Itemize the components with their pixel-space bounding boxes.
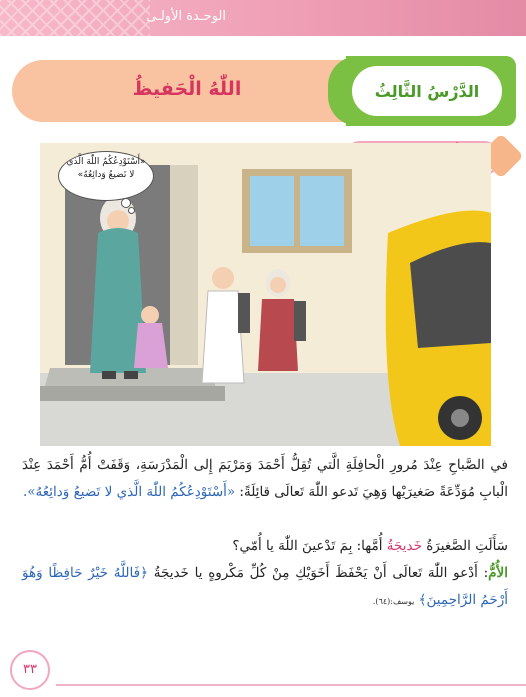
- lesson-number-label: الدَّرْسُ الثَّالِثُ: [374, 82, 480, 101]
- paragraph-2-name: خَديجَةُ: [386, 538, 422, 554]
- paragraph-1-text: في الصَّباحِ عِنْدَ مُرورِ الْحافِلَةِ الَّتي تُقِلُّ أَحْمَدَ وَمَرْيَمَ إِلى الْمَدْرَسَةِ، وَقَفَتْ أُمُّ أَحْمَدَ عِنْدَ الْبابِ مُوَدِّعَةً صَغيرَيْها وَهِيَ تَدعو اللّٰهَ تَعالَى قائِلَةً:: [22, 457, 508, 500]
- paragraph-3-text: : أَدْعو اللّٰهَ تَعالَى أَنْ يَحْفَظَ أَخَوَيْكِ مِنْ كُلِّ مَكْروهٍ يا خَديجَةُ: [148, 565, 489, 581]
- speech-tail-small: [128, 207, 135, 214]
- quran-verse: ﴿فَاللَّهُ خَيْرٌ حَافِظًا وَهُوَ أَرْحَمُ الرَّاحِمِينَ﴾: [22, 565, 508, 608]
- speech-line-2: لا تَضيعُ وَدائِعُهُ»: [77, 170, 135, 180]
- paragraph-1-quote: «أَسْتَوْدِعُكُمُ اللّٰهَ الَّذي لا تَضيعُ وَدائِعُهُ».: [22, 484, 236, 500]
- lesson-number-tab: [346, 56, 516, 126]
- speech-line-1: «أَسْتَوْدِعُكُمُ اللّٰهَ الَّذي: [66, 157, 146, 167]
- boy-figure: [202, 291, 244, 383]
- paragraph-2-post: أُمَّها: بِمَ تَدْعينَ اللّٰهَ يا أُمّي؟: [232, 538, 387, 554]
- girl-figure: [258, 299, 298, 371]
- paragraph-1: [22, 452, 508, 506]
- verse-reference: يوسف:(٦٤).: [372, 597, 415, 606]
- paragraph-3-speaker: الأُمُّ: [488, 565, 508, 581]
- page-number: ٣٣: [10, 650, 50, 690]
- top-banner: [0, 0, 526, 36]
- little-girl: [134, 323, 168, 368]
- decorative-pattern: [0, 0, 150, 36]
- unit-label: الوحـدة الأولـى: [146, 9, 226, 24]
- footer-line: [56, 684, 526, 686]
- paragraph-3: [22, 560, 508, 615]
- paragraph-2: [22, 533, 508, 560]
- speech-bubble: [58, 151, 154, 201]
- lesson-title-ribbon: [12, 60, 346, 122]
- paragraph-2-pre: سَأَلَتِ الصَّغيرَةُ: [421, 538, 508, 554]
- lesson-title: اللّٰهُ الْحَفيظُ: [132, 78, 242, 100]
